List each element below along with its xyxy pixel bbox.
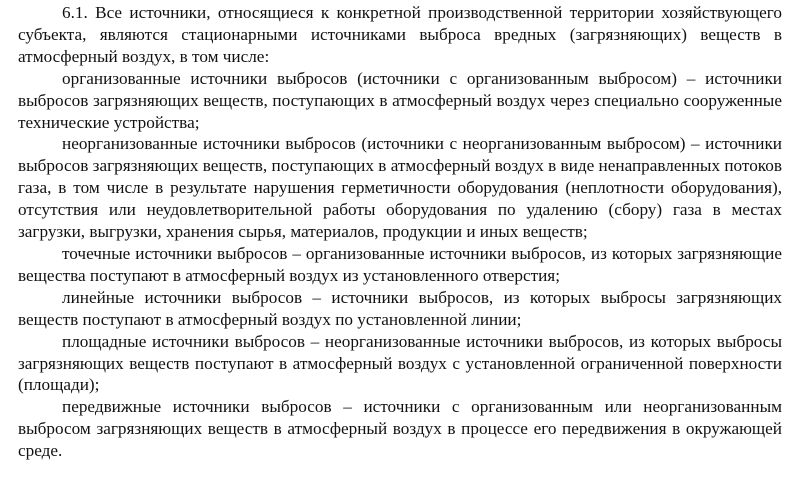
- paragraph-unorganized-sources: неорганизованные источники выбросов (источники с неорганизованным выбросом) – источники выбросов загрязняющих веществ, поступающих в атмосферный воздух в виде ненаправленных потоков газа, в том числе в результате нарушения герметичности оборудования (неплотности оборудования), отсутствия или неудовлетворительной работы оборудования по удалению (сбору) газа в местах загрузки, выгрузки, хранения сырья, материалов, продукции и иных веществ;: [18, 134, 782, 242]
- paragraph-area-sources: площадные источники выбросов – неорганизованные источники выбросов, из которых выбросы загрязняющих веществ поступают в атмосферный воздух с установленной ограниченной поверхности (площади);: [18, 331, 782, 395]
- paragraph-organized-sources: организованные источники выбросов (источники с организованным выбросом) – источники выбросов загрязняющих веществ, поступающих в атмосферный воздух через специально сооруженные технические устройства;: [18, 68, 782, 132]
- paragraph-all-sources: 6.1. Все источники, относящиеся к конкретной производственной территории хозяйствующего субъекта, являются стационарными источниками выброса вредных (загрязняющих) веществ в атмосферный воздух, в том числе:: [18, 3, 782, 66]
- document-page: [18, 2, 782, 462]
- paragraph-point-sources: точечные источники выбросов – организованные источники выбросов, из которых загрязняющие вещества поступают в атмосферный воздух из установленного отверстия;: [18, 243, 782, 285]
- paragraph-linear-sources: линейные источники выбросов – источники выбросов, из которых выбросы загрязняющих веществ поступают в атмосферный воздух по установленной линии;: [18, 287, 782, 329]
- paragraph-mobile-sources: передвижные источники выбросов – источники с организованным или неорганизованным выбросом загрязняющих веществ в атмосферный воздух в процессе его передвижения в окружающей среде.: [18, 397, 782, 461]
